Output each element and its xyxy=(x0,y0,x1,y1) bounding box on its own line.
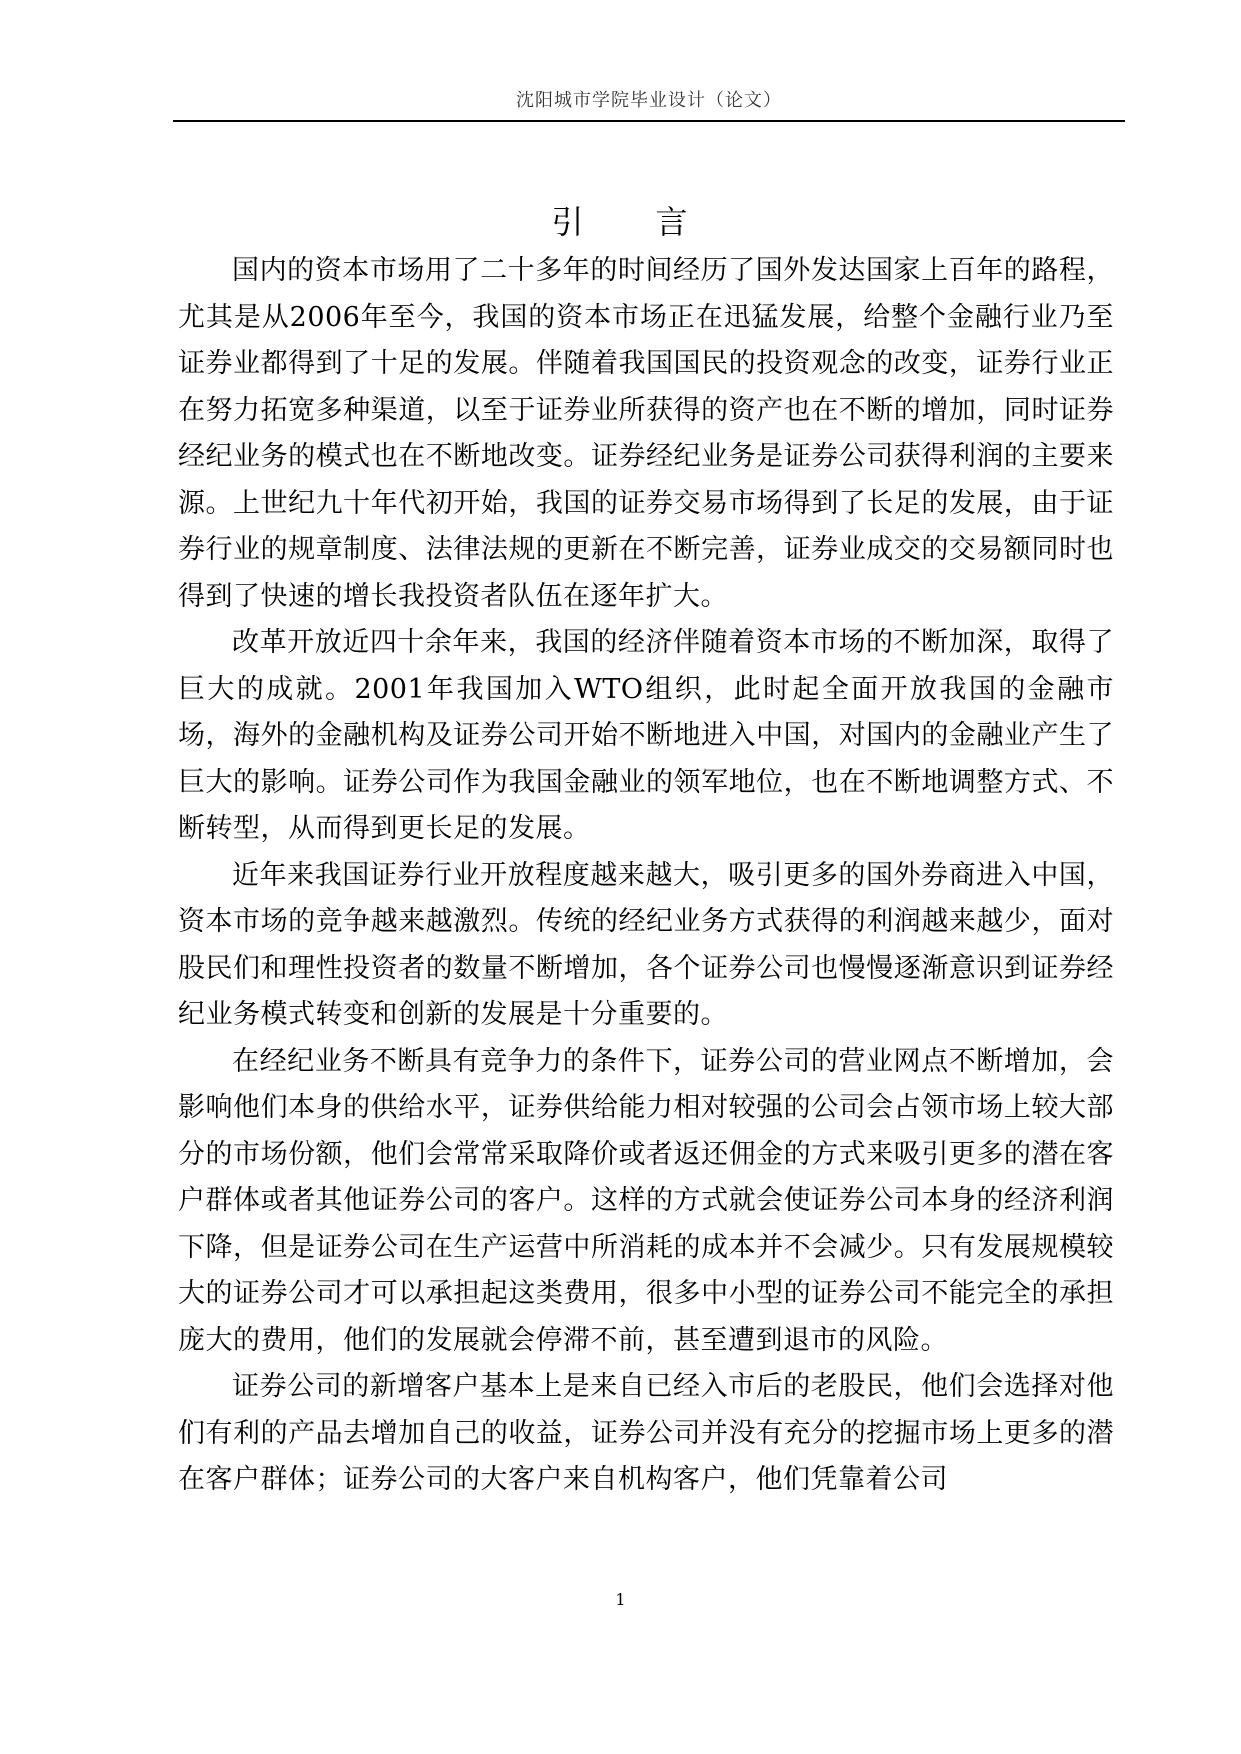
paragraph: 近年来我国证券行业开放程度越来越大，吸引更多的国外券商进入中国，资本市场的竞争越来越激烈。传统的经纪业务方式获得的利润越来越少，面对股民们和理性投资者的数量不断增加，各个证券公司也慢慢逐渐意识到证券经纪业务模式转变和创新的发展是十分重要的。 xyxy=(178,859,1114,1030)
paragraph: 证券公司的新增客户基本上是来自已经入市后的老股民，他们会选择对他们有利的产品去增加自己的收益，证券公司并没有充分的挖掘市场上更多的潜在客户群体；证券公司的大客户来自机构客户，他们凭靠着公司 xyxy=(178,1371,1114,1495)
header-title: 沈阳城市学院毕业设计（论文） xyxy=(516,90,782,111)
section-title-part1: 引 xyxy=(551,203,586,241)
paragraph: 改革开放近四十余年来，我国的经济伴随着资本市场的不断加深，取得了巨大的成就。2001年我国加入WTO组织，此时起全面开放我国的金融市场，海外的金融机构及证券公司开始不断地进入中国，对国内的金融业产生了巨大的影响。证券公司作为我国金融业的领军地位，也在不断地调整方式、不断转型，从而得到更长足的发展。 xyxy=(178,627,1114,844)
page-header xyxy=(173,84,1125,122)
section-title xyxy=(0,202,1241,242)
section-title-part2: 言 xyxy=(655,203,690,241)
page-number: 1 xyxy=(615,1590,626,1609)
paragraph: 在经纪业务不断具有竞争力的条件下，证券公司的营业网点不断增加，会影响他们本身的供给水平，证券供给能力相对较强的公司会占领市场上较大部分的市场份额，他们会常常采取降价或者返还佣金的方式来吸引更多的潜在客户群体或者其他证券公司的客户。这样的方式就会使证券公司本身的经济利润下降，但是证券公司在生产运营中所消耗的成本并不会减少。只有发展规模较大的证券公司才可以承担起这类费用，很多中小型的证券公司不能完全的承担庞大的费用，他们的发展就会停滞不前，甚至遭到退市的风险。 xyxy=(178,1045,1114,1356)
paragraph: 国内的资本市场用了二十多年的时间经历了国外发达国家上百年的路程，尤其是从2006年至今，我国的资本市场正在迅猛发展，给整个金融行业乃至证券业都得到了十足的发展。伴随着我国国民的投资观念的改变，证券行业正在努力拓宽多种渠道，以至于证券业所获得的资产也在不断的增加，同时证券经纪业务的模式也在不断地改变。证券经纪业务是证券公司获得利润的主要来源。上世纪九十年代初开始，我国的证券交易市场得到了长足的发展，由于证券行业的规章制度、法律法规的更新在不断完善，证券业成交的交易额同时也得到了快速的增长我投资者队伍在逐年扩大。 xyxy=(178,255,1114,612)
body-text xyxy=(178,248,1114,1504)
